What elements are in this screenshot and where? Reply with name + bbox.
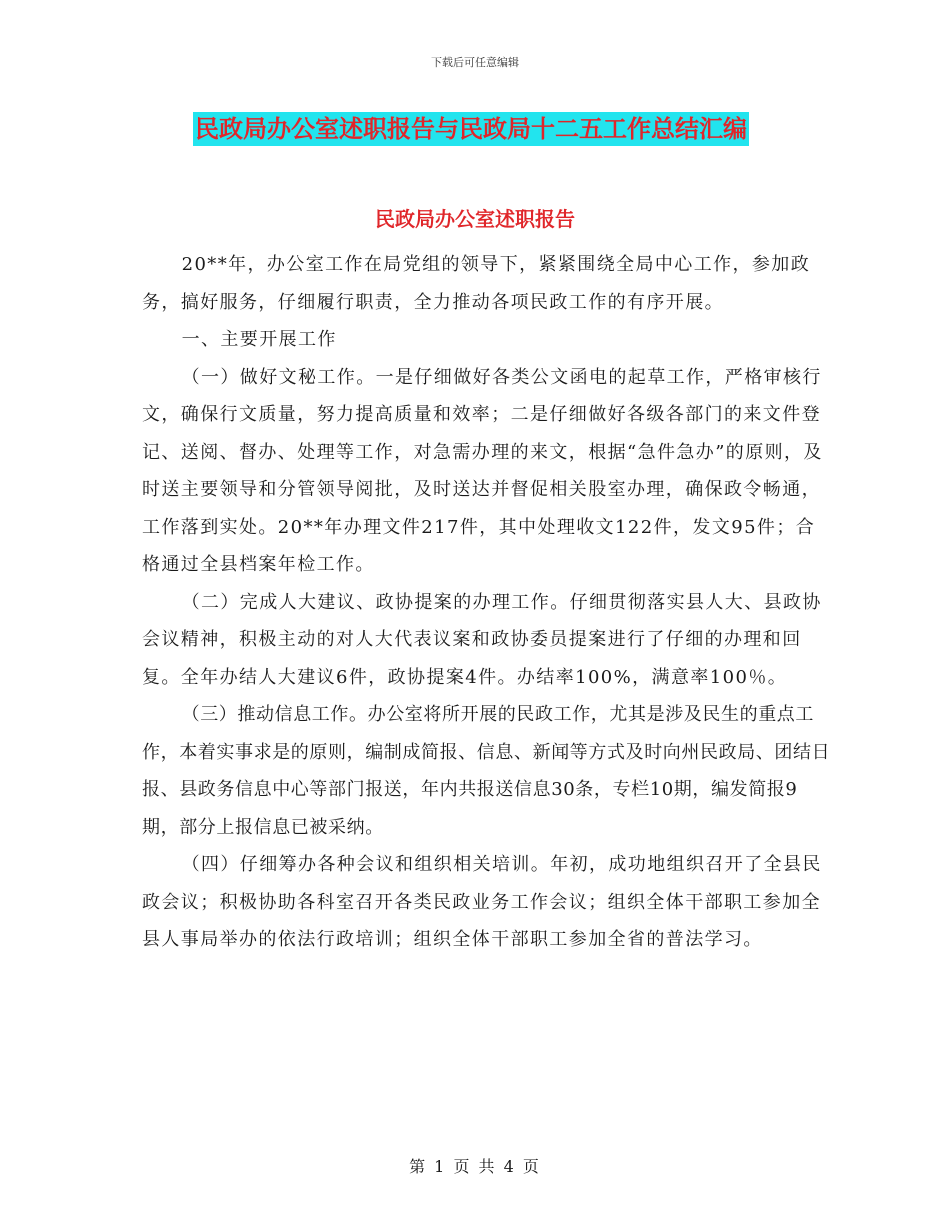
page-number: 第 1 页 共 4 页 bbox=[409, 1157, 541, 1176]
paragraph-information-work: （三）推动信息工作。办公室将所开展的民政工作，尤其是涉及民生的重点工作，本着实事求是的原则，编制成简报、信息、新闻等方式及时向州民政局、团结日报、县政务信息中心等部门报送，年内共报送信息30条，专栏10期，编发简报9期，部分上报信息已被采纳。 bbox=[142, 704, 831, 838]
paragraph-proposals-work: （二）完成人大建议、政协提案的办理工作。仔细贯彻落实县人大、县政协会议精神，积极主动的对人大代表议案和政协委员提案进行了仔细的办理和回复。全年办结人大建议6件，政协提案4件。办结率100%，满意率100％。 bbox=[142, 591, 822, 688]
section-heading: 一、主要开展工作 bbox=[181, 329, 337, 350]
paragraph-intro: 20**年，办公室工作在局党组的领导下，紧紧围绕全局中心工作，参加政务，搞好服务，仔细履行职责，全力推动各项民政工作的有序开展。 bbox=[142, 254, 811, 313]
document-main-title: 民政局办公室述职报告与民政局十二五工作总结汇编 bbox=[193, 112, 749, 146]
paragraph-meetings-training: （四）仔细筹办各种会议和组织相关培训。年初，成功地组织召开了全县民政会议；积极协助各科室召开各类民政业务工作会议；组织全体干部职工参加全县人事局举办的依法行政培训；组织全体干部职工参加全省的普法学习。 bbox=[142, 854, 822, 950]
document-body bbox=[142, 246, 832, 959]
document-sub-title: 民政局办公室述职报告 bbox=[375, 207, 575, 231]
paragraph-secretarial-work: （一）做好文秘工作。一是仔细做好各类公文函电的起草工作，严格审核行文，确保行文质量，努力提高质量和效率；二是仔细做好各级各部门的来文件登记、送阅、督办、处理等工作，对急需办理的来文，根据“急件急办”的原则，及时送主要领导和分管领导阅批，及时送达并督促相关股室办理，确保政令畅通，工作落到实处。20**年办理文件217件，其中处理收文122件，发文95件；合格通过全县档案年检工作。 bbox=[142, 366, 823, 575]
header-note: 下载后可任意编辑 bbox=[431, 56, 519, 69]
